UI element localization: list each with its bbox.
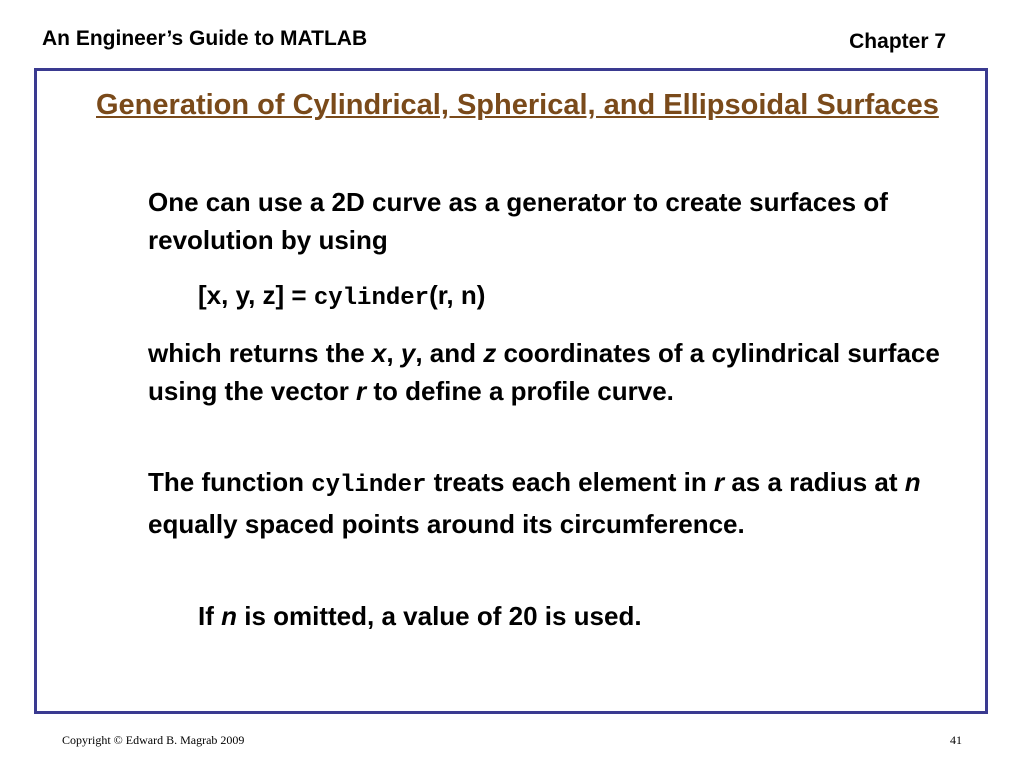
syntax-line	[198, 276, 958, 318]
omitted-text-2: is omitted, a value of 20 is used.	[237, 601, 642, 631]
returns-paragraph	[148, 334, 948, 410]
omitted-var-n: n	[221, 601, 237, 631]
function-paragraph	[148, 463, 948, 543]
returns-var-x: x	[371, 338, 387, 368]
slide-title: Generation of Cylindrical, Spherical, and Ellipsoidal Surfaces	[96, 89, 939, 121]
function-var-n: n	[904, 467, 921, 497]
returns-text-1: which returns the	[148, 338, 372, 368]
function-var-r: r	[713, 467, 725, 497]
omitted-line	[198, 597, 958, 635]
copyright-notice: Copyright © Edward B. Magrab 2009	[62, 733, 245, 747]
syntax-lhs: [x, y, z] =	[198, 280, 314, 310]
returns-text-2: ,	[386, 338, 401, 368]
book-title: An Engineer’s Guide to MATLAB	[42, 27, 368, 50]
intro-paragraph: One can use a 2D curve as a generator to create surfaces of revolution by using	[148, 187, 888, 255]
syntax-function: cylinder	[313, 285, 430, 312]
returns-var-y: y	[400, 338, 416, 368]
returns-var-z: z	[483, 338, 497, 368]
chapter-label: Chapter 7	[849, 30, 946, 53]
omitted-text-1: If	[198, 601, 222, 631]
function-text-4: equally spaced points around its circumference.	[148, 509, 745, 539]
function-text-3: as a radius at	[724, 467, 905, 497]
returns-var-r: r	[356, 376, 367, 406]
page-number: 41	[950, 733, 962, 747]
returns-text-4: coordinates of a cylindrical surface using the vector	[148, 338, 940, 406]
syntax-args: (r, n)	[429, 280, 486, 310]
returns-text-3: , and	[415, 338, 484, 368]
function-text-1: The function	[148, 467, 312, 497]
function-text-2: treats each element in	[426, 467, 714, 497]
function-name: cylinder	[311, 472, 427, 499]
returns-text-5: to define a profile curve.	[366, 376, 674, 406]
